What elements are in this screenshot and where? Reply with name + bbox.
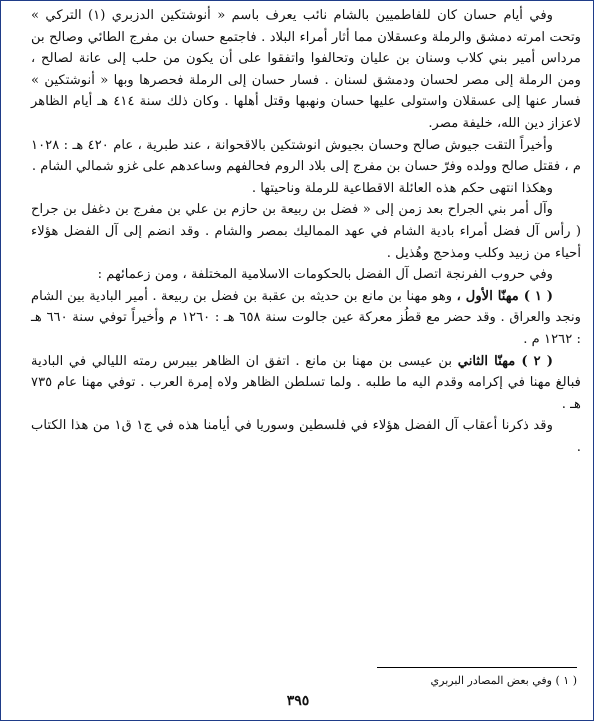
paragraph: وآل أمر بني الجراح بعد زمن إلى « فضل بن ربيعة بن حازم بن علي بن مفرج بن دغفل بن جراح ( رأس آل فضل أمراء بادية الشام في عهد المماليك بمصر والشام . وقد انضم إلى آل الفضل هؤلاء أحياء من زبيد وكلب ومذحج وهُذيل . (31, 202, 581, 261)
paragraph: وهكذا انتهى حكم هذه العائلة الاقطاعية للرملة وناحيتها . (251, 180, 553, 196)
list-entry (31, 351, 581, 416)
entry-text: وهو مهنا بن مانع بن حديثه بن عقبة بن فضل بن ربيعة . أمير البادية بين الشام ونجد والعراق . وقد حضر مع قطُز معركة عين جالوت سنة ٦٥٨ هـ : ١٢٦٠ م وأخيراً توفي سنة ٦٦٠ هـ : ١٢٦٢ م . (31, 288, 581, 347)
entry-heading: ( ١ ) مهنّا الأول ، (456, 288, 553, 304)
paragraph: وفي أيام حسان كان للفاطميين بالشام نائب يعرف باسم « أنوشتكين الدزبري (١) التركي » وتحت امرته دمشق والرملة وعسقلان مما أثار أمراء البلاد . فاجتمع حسان بن مفرج الطائي وصالح بن مرداس أمير بني كلاب وسنان بن عليان وتحالفوا واتفقوا على أن يكون من حلب إلى عانة لصالح ، ومن الرملة إلى مصر لحسان ودمشق لسنان . فسار حسان إلى الرملة فحصرها وبها « أنوشتكين » فسار عنها إلى عسقلان واستولى عليها حسان ونهبها وقتل أهلها . وكان ذلك سنة ٤١٤ هـ أيام الظاهر لاعزاز دين الله، خليفة مصر. (31, 8, 581, 131)
paragraph: وفي حروب الفرنجة اتصل آل الفضل بالحكومات الاسلامية المختلفة ، ومن زعمائهم : (97, 267, 553, 283)
entry-heading: ( ٢ ) مهنّا الثاني (457, 353, 553, 369)
footnote: ( ١ ) وفي بعض المصادر البربري (430, 674, 577, 687)
page-number: ٣٩٥ (286, 693, 310, 709)
paragraph: وأخيراً التقت جيوش صالح وحسان بجيوش انوشتكين بالاقحوانة ، عند طبرية ، عام ٤٢٠ هـ : ١٠٢٨ م ، فقتل صالح وولده وفرّ حسان بن مفرج إلى بلاد الروم فحالفهم وساعدهم على غزو شمالي الشام . (31, 137, 581, 175)
list-entry (31, 286, 581, 351)
footnote-divider (377, 667, 577, 668)
entry-text: بن عيسى بن مهنا بن مانع . اتفق ان الظاهر بيبرس رمته الليالي في البادية فبالغ مهنا في إكرامه وقدم اليه ما طلبه . ولما تسلطن الظاهر ولاه إمرة العرب . توفي مهنا عام ٧٣٥ هـ . (31, 353, 581, 412)
closing-paragraph: وقد ذكرنا أعقاب آل الفضل هؤلاء في فلسطين وسوريا في أيامنا هذه في ج١ ق١ من هذا الكتاب . (31, 418, 581, 455)
page-body (31, 5, 581, 458)
